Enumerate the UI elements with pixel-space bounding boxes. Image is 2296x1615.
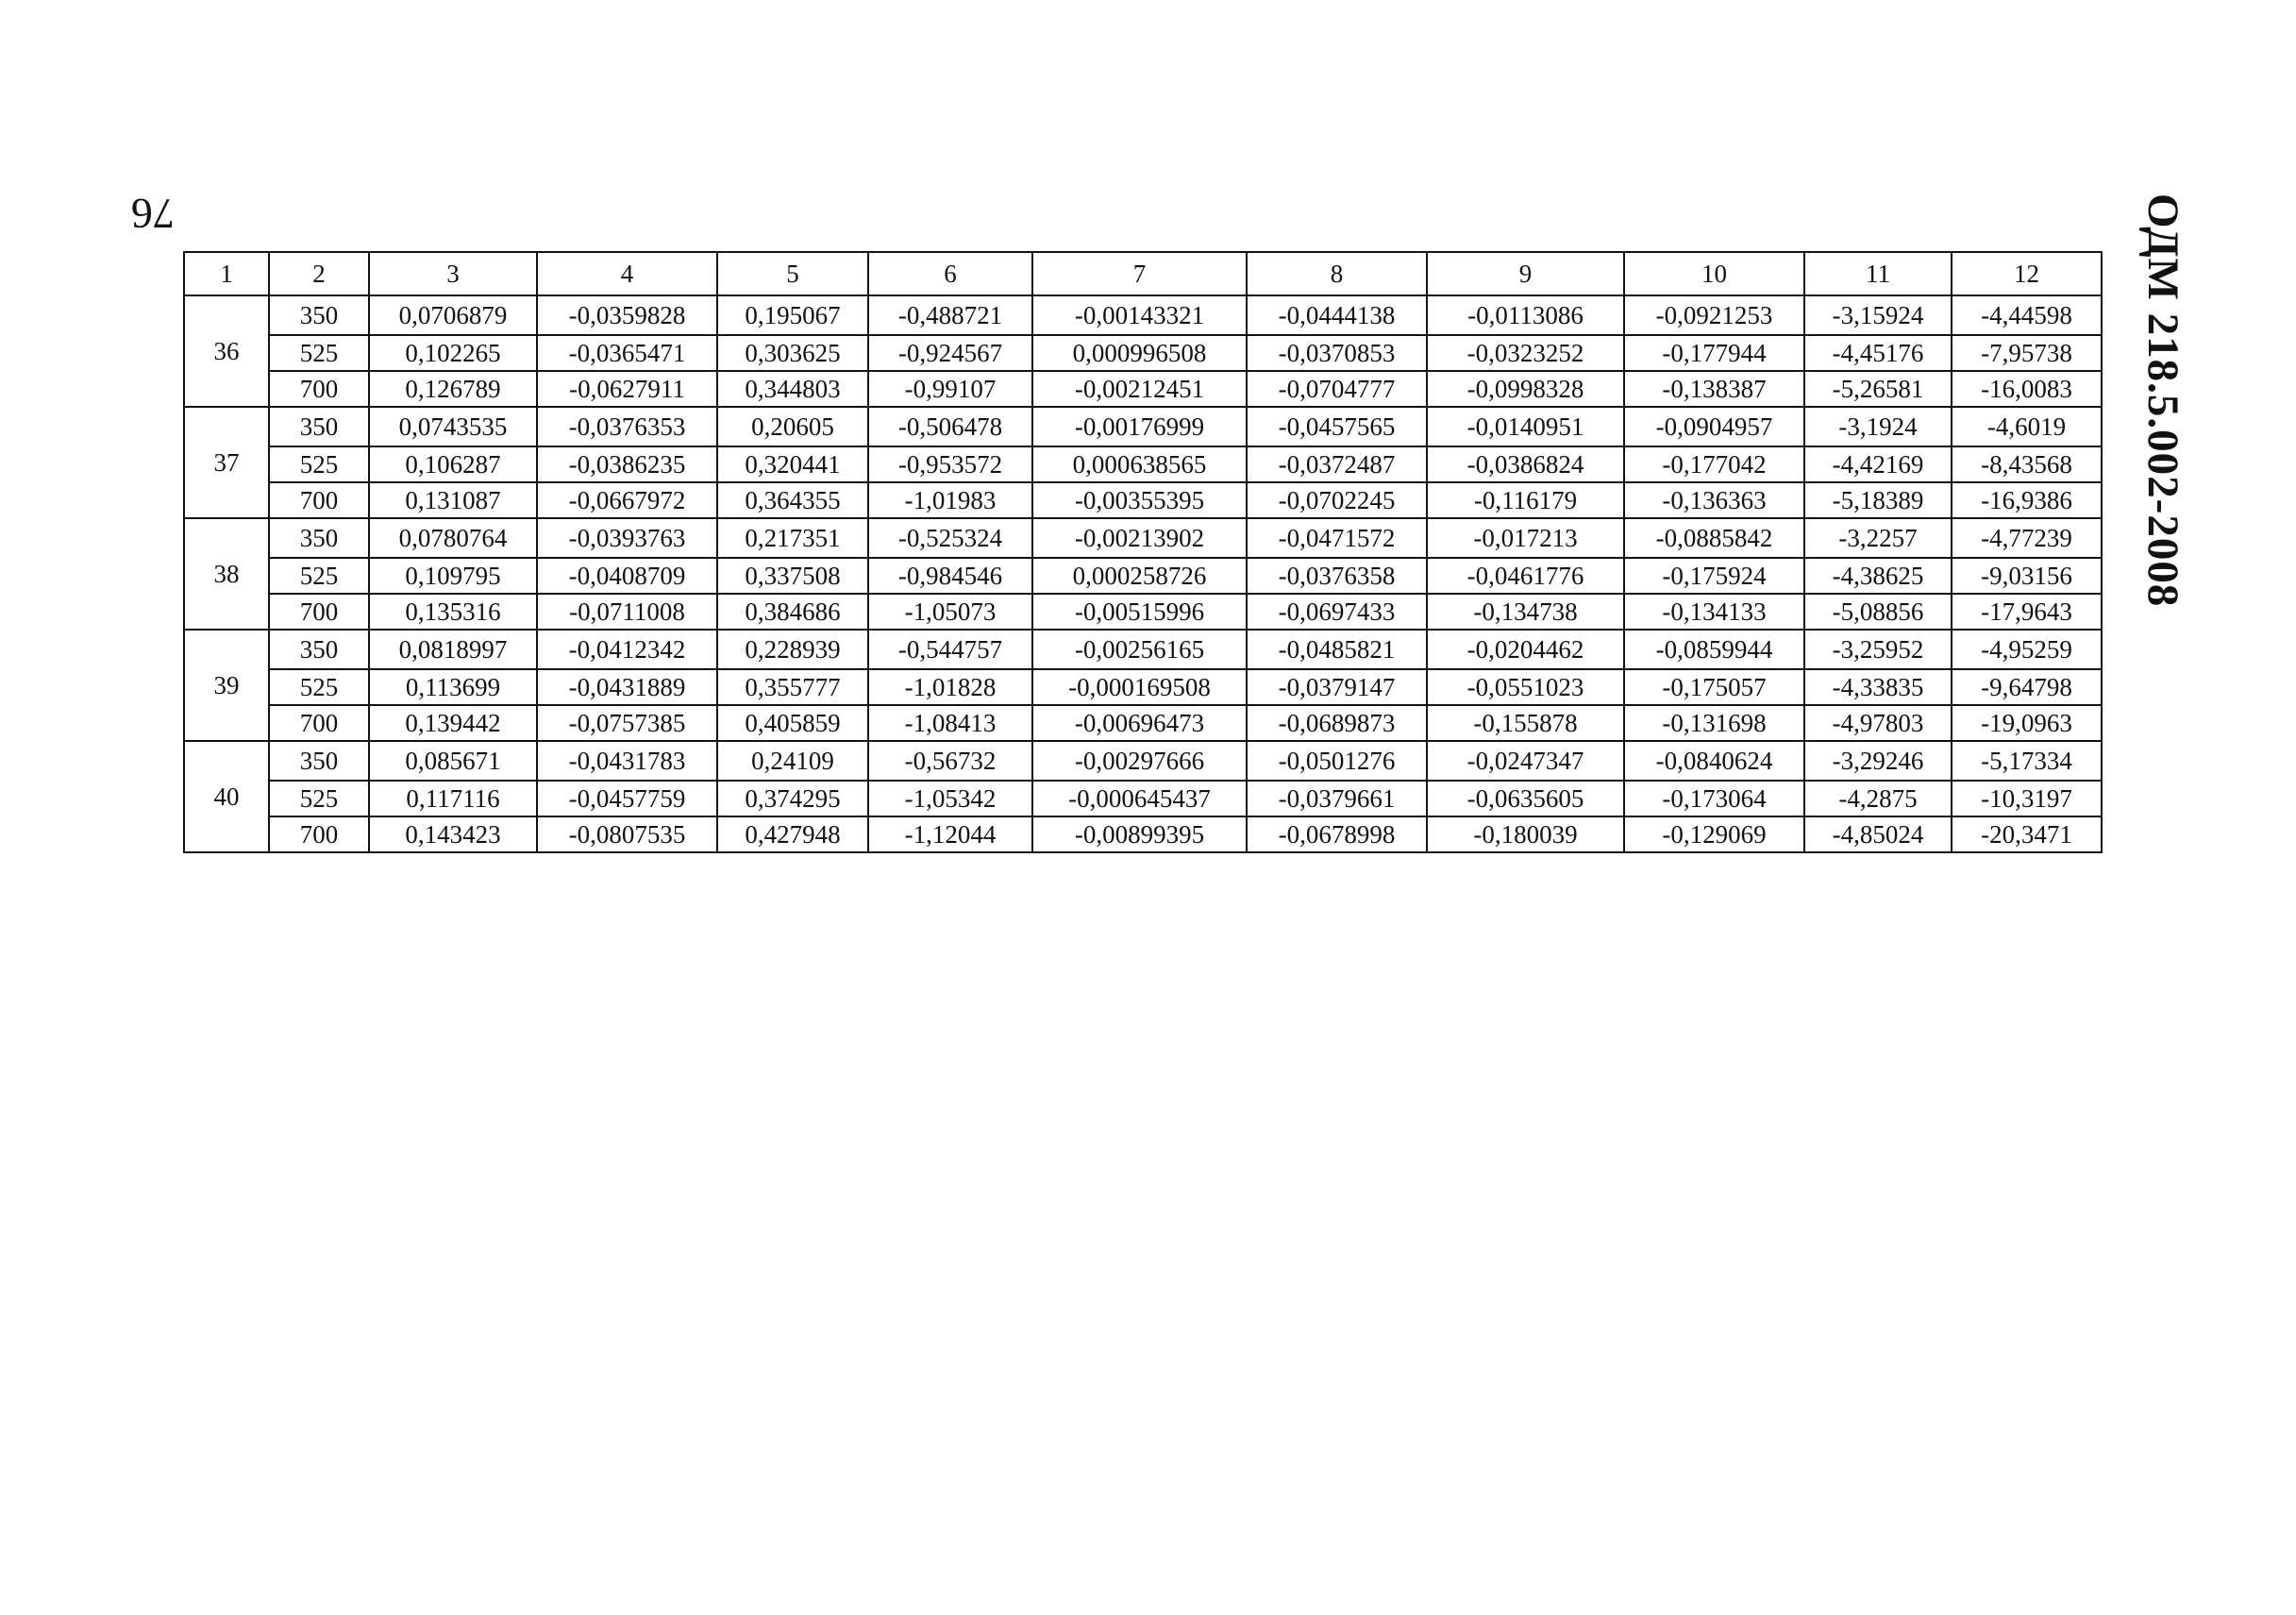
value-cell: -0,0757385 (537, 705, 717, 741)
value-cell: -1,08413 (868, 705, 1032, 741)
value-cell: -0,0689873 (1247, 705, 1427, 741)
value-cell: -0,56732 (868, 741, 1032, 781)
table-row (184, 446, 2102, 482)
value-cell: -0,0431783 (537, 741, 717, 781)
value-cell: -4,77239 (1952, 518, 2102, 558)
value-cell: 0,217351 (717, 518, 868, 558)
value-cell: -3,1924 (1804, 407, 1952, 446)
value-cell: -0,00355395 (1032, 482, 1247, 518)
value-cell: -0,0635605 (1427, 781, 1624, 816)
value-cell: 0,117116 (369, 781, 537, 816)
header-cell: 7 (1032, 252, 1247, 295)
value-cell: -0,017213 (1427, 518, 1624, 558)
value-cell: -0,0372487 (1247, 446, 1427, 482)
value-cell: -0,177944 (1624, 335, 1804, 371)
value-cell: 0,355777 (717, 669, 868, 705)
value-cell: 0,085671 (369, 741, 537, 781)
value-cell: -0,0904957 (1624, 407, 1804, 446)
value-cell: 0,364355 (717, 482, 868, 518)
value-cell: 0,000258726 (1032, 558, 1247, 594)
value-cell: -10,3197 (1952, 781, 2102, 816)
header-cell: 12 (1952, 252, 2102, 295)
value-cell: -4,97803 (1804, 705, 1952, 741)
row-key-cell: 525 (269, 335, 369, 371)
header-cell: 8 (1247, 252, 1427, 295)
row-key-cell: 700 (269, 594, 369, 630)
header-cell: 5 (717, 252, 868, 295)
value-cell: -0,000169508 (1032, 669, 1247, 705)
table-row (184, 594, 2102, 630)
data-table (183, 251, 2103, 853)
value-cell: -0,0921253 (1624, 295, 1804, 335)
value-cell: -0,0702245 (1247, 482, 1427, 518)
value-cell: -0,0457759 (537, 781, 717, 816)
row-key-cell: 525 (269, 558, 369, 594)
row-key-cell: 525 (269, 781, 369, 816)
value-cell: 0,374295 (717, 781, 868, 816)
value-cell: -4,38625 (1804, 558, 1952, 594)
value-cell: -16,9386 (1952, 482, 2102, 518)
value-cell: -0,180039 (1427, 816, 1624, 852)
table-row (184, 558, 2102, 594)
value-cell: -0,544757 (868, 630, 1032, 669)
value-cell: 0,102265 (369, 335, 537, 371)
value-cell: -0,0370853 (1247, 335, 1427, 371)
value-cell: -0,00515996 (1032, 594, 1247, 630)
value-cell: -0,173064 (1624, 781, 1804, 816)
header-cell: 3 (369, 252, 537, 295)
table-row (184, 705, 2102, 741)
value-cell: 0,195067 (717, 295, 868, 335)
value-cell: -19,0963 (1952, 705, 2102, 741)
value-cell: -0,175924 (1624, 558, 1804, 594)
value-cell: 0,228939 (717, 630, 868, 669)
value-cell: 0,000638565 (1032, 446, 1247, 482)
value-cell: -0,155878 (1427, 705, 1624, 741)
value-cell: -0,0711008 (537, 594, 717, 630)
value-cell: 0,405859 (717, 705, 868, 741)
value-cell: 0,135316 (369, 594, 537, 630)
value-cell: -0,0359828 (537, 295, 717, 335)
table-body (184, 252, 2102, 852)
value-cell: 0,427948 (717, 816, 868, 852)
value-cell: -1,01828 (868, 669, 1032, 705)
value-cell: -0,0247347 (1427, 741, 1624, 781)
value-cell: -0,00213902 (1032, 518, 1247, 558)
value-cell: -0,0204462 (1427, 630, 1624, 669)
value-cell: -0,0379147 (1247, 669, 1427, 705)
value-cell: -5,08856 (1804, 594, 1952, 630)
value-cell: -4,42169 (1804, 446, 1952, 482)
table-row (184, 518, 2102, 558)
group-id-cell: 36 (184, 295, 269, 407)
value-cell: -4,44598 (1952, 295, 2102, 335)
group-id-cell: 40 (184, 741, 269, 852)
row-key-cell: 525 (269, 446, 369, 482)
value-cell: -0,129069 (1624, 816, 1804, 852)
value-cell: -4,85024 (1804, 816, 1952, 852)
value-cell: -0,0140951 (1427, 407, 1624, 446)
value-cell: -0,0627911 (537, 371, 717, 407)
value-cell: -0,924567 (868, 335, 1032, 371)
value-cell: 0,106287 (369, 446, 537, 482)
value-cell: -4,6019 (1952, 407, 2102, 446)
value-cell: -9,03156 (1952, 558, 2102, 594)
value-cell: 0,139442 (369, 705, 537, 741)
value-cell: -4,33835 (1804, 669, 1952, 705)
value-cell: -9,64798 (1952, 669, 2102, 705)
row-key-cell: 350 (269, 630, 369, 669)
value-cell: -0,0386824 (1427, 446, 1624, 482)
value-cell: -0,984546 (868, 558, 1032, 594)
value-cell: 0,0706879 (369, 295, 537, 335)
value-cell: -0,00297666 (1032, 741, 1247, 781)
value-cell: 0,0780764 (369, 518, 537, 558)
value-cell: -0,175057 (1624, 669, 1804, 705)
row-key-cell: 700 (269, 482, 369, 518)
value-cell: -0,953572 (868, 446, 1032, 482)
header-cell: 2 (269, 252, 369, 295)
value-cell: -0,134133 (1624, 594, 1804, 630)
value-cell: -0,136363 (1624, 482, 1804, 518)
value-cell: -5,17334 (1952, 741, 2102, 781)
value-cell: -5,18389 (1804, 482, 1952, 518)
value-cell: -0,0551023 (1427, 669, 1624, 705)
value-cell: 0,20605 (717, 407, 868, 446)
value-cell: -0,0393763 (537, 518, 717, 558)
header-row (184, 252, 2102, 295)
row-key-cell: 350 (269, 518, 369, 558)
value-cell: 0,126789 (369, 371, 537, 407)
value-cell: -7,95738 (1952, 335, 2102, 371)
value-cell: -0,0998328 (1427, 371, 1624, 407)
row-key-cell: 700 (269, 816, 369, 852)
value-cell: -0,177042 (1624, 446, 1804, 482)
value-cell: -0,00696473 (1032, 705, 1247, 741)
value-cell: -3,2257 (1804, 518, 1952, 558)
value-cell: -3,29246 (1804, 741, 1952, 781)
value-cell: -4,45176 (1804, 335, 1952, 371)
value-cell: -0,0859944 (1624, 630, 1804, 669)
value-cell: -8,43568 (1952, 446, 2102, 482)
page-number: 76 (131, 190, 175, 238)
value-cell: 0,24109 (717, 741, 868, 781)
table-row (184, 741, 2102, 781)
header-cell: 10 (1624, 252, 1804, 295)
value-cell: -0,0113086 (1427, 295, 1624, 335)
header-cell: 6 (868, 252, 1032, 295)
table-row (184, 630, 2102, 669)
table-row (184, 781, 2102, 816)
value-cell: -0,00143321 (1032, 295, 1247, 335)
table-row (184, 816, 2102, 852)
value-cell: -0,488721 (868, 295, 1032, 335)
row-key-cell: 700 (269, 705, 369, 741)
value-cell: -3,15924 (1804, 295, 1952, 335)
value-cell: -20,3471 (1952, 816, 2102, 852)
value-cell: -0,0485821 (1247, 630, 1427, 669)
value-cell: -0,0471572 (1247, 518, 1427, 558)
value-cell: -0,0501276 (1247, 741, 1427, 781)
value-cell: 0,113699 (369, 669, 537, 705)
value-cell: -0,0412342 (537, 630, 717, 669)
value-cell: -0,0323252 (1427, 335, 1624, 371)
value-cell: -3,25952 (1804, 630, 1952, 669)
value-cell: -0,0386235 (537, 446, 717, 482)
value-cell: -0,0376353 (537, 407, 717, 446)
header-cell: 4 (537, 252, 717, 295)
value-cell: -0,0379661 (1247, 781, 1427, 816)
value-cell: -0,0408709 (537, 558, 717, 594)
value-cell: 0,303625 (717, 335, 868, 371)
header-cell: 11 (1804, 252, 1952, 295)
group-id-cell: 38 (184, 518, 269, 630)
value-cell: -0,506478 (868, 407, 1032, 446)
table-row (184, 295, 2102, 335)
value-cell: -0,99107 (868, 371, 1032, 407)
value-cell: -0,0444138 (1247, 295, 1427, 335)
row-key-cell: 525 (269, 669, 369, 705)
value-cell: 0,384686 (717, 594, 868, 630)
header-cell: 9 (1427, 252, 1624, 295)
group-id-cell: 37 (184, 407, 269, 518)
value-cell: -17,9643 (1952, 594, 2102, 630)
value-cell: 0,143423 (369, 816, 537, 852)
value-cell: -4,95259 (1952, 630, 2102, 669)
row-key-cell: 350 (269, 741, 369, 781)
value-cell: -1,12044 (868, 816, 1032, 852)
value-cell: -0,0840624 (1624, 741, 1804, 781)
value-cell: 0,000996508 (1032, 335, 1247, 371)
value-cell: -0,0697433 (1247, 594, 1427, 630)
value-cell: -1,01983 (868, 482, 1032, 518)
value-cell: 0,344803 (717, 371, 868, 407)
table-row (184, 335, 2102, 371)
value-cell: 0,109795 (369, 558, 537, 594)
value-cell: -0,00899395 (1032, 816, 1247, 852)
value-cell: -0,0704777 (1247, 371, 1427, 407)
group-id-cell: 39 (184, 630, 269, 741)
value-cell: -0,0365471 (537, 335, 717, 371)
value-cell: -0,0376358 (1247, 558, 1427, 594)
value-cell: -0,00212451 (1032, 371, 1247, 407)
value-cell: -0,134738 (1427, 594, 1624, 630)
value-cell: -0,0457565 (1247, 407, 1427, 446)
table-row (184, 407, 2102, 446)
table-row (184, 482, 2102, 518)
value-cell: -0,131698 (1624, 705, 1804, 741)
value-cell: 0,0743535 (369, 407, 537, 446)
value-cell: -1,05342 (868, 781, 1032, 816)
value-cell: -0,116179 (1427, 482, 1624, 518)
document-code: ОДМ 218.5.002-2008 (2138, 193, 2187, 608)
row-key-cell: 350 (269, 295, 369, 335)
value-cell: -0,0431889 (537, 669, 717, 705)
value-cell: 0,131087 (369, 482, 537, 518)
value-cell: -0,0667972 (537, 482, 717, 518)
value-cell: -1,05073 (868, 594, 1032, 630)
value-cell: -16,0083 (1952, 371, 2102, 407)
value-cell: -0,0461776 (1427, 558, 1624, 594)
row-key-cell: 350 (269, 407, 369, 446)
value-cell: -0,000645437 (1032, 781, 1247, 816)
value-cell: -0,0807535 (537, 816, 717, 852)
table-row (184, 371, 2102, 407)
row-key-cell: 700 (269, 371, 369, 407)
value-cell: -0,138387 (1624, 371, 1804, 407)
value-cell: -0,0885842 (1624, 518, 1804, 558)
header-cell: 1 (184, 252, 269, 295)
value-cell: -0,00176999 (1032, 407, 1247, 446)
table-row (184, 669, 2102, 705)
value-cell: -0,00256165 (1032, 630, 1247, 669)
value-cell: 0,337508 (717, 558, 868, 594)
value-cell: 0,0818997 (369, 630, 537, 669)
value-cell: -4,2875 (1804, 781, 1952, 816)
value-cell: -0,525324 (868, 518, 1032, 558)
value-cell: 0,320441 (717, 446, 868, 482)
value-cell: -0,0678998 (1247, 816, 1427, 852)
value-cell: -5,26581 (1804, 371, 1952, 407)
